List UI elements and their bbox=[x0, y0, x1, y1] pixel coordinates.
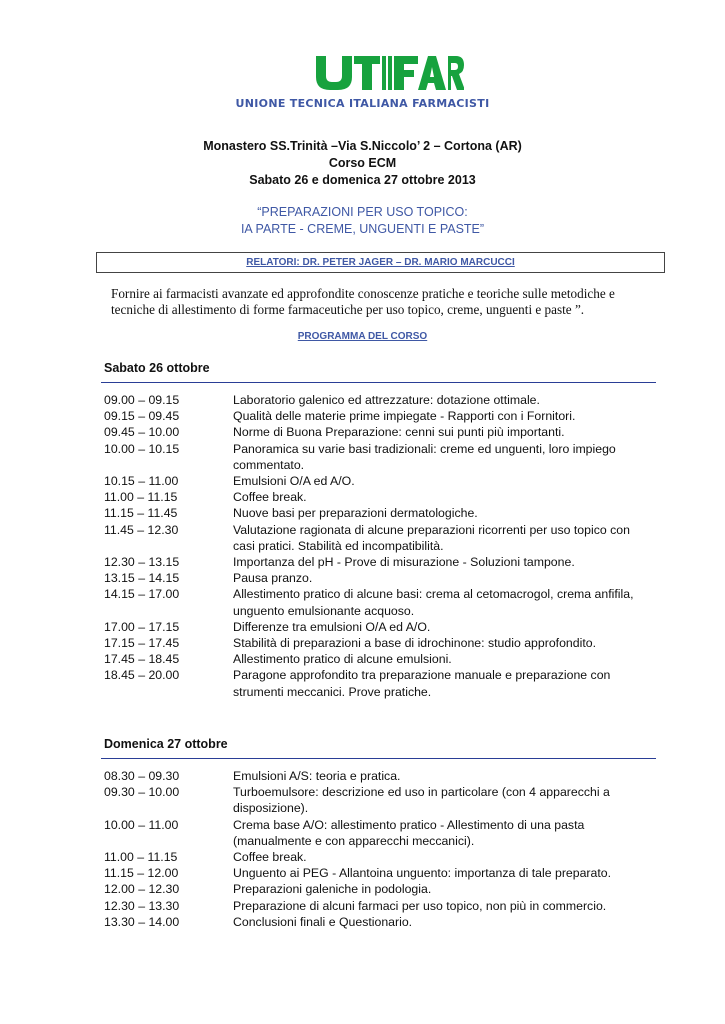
schedule-time: 11.15 – 12.00 bbox=[104, 866, 179, 881]
schedule-time: 12.30 – 13.30 bbox=[104, 898, 180, 913]
sunday-rule bbox=[101, 758, 656, 759]
saturday-rule bbox=[101, 382, 656, 383]
schedule-row bbox=[104, 881, 644, 897]
day-heading-saturday: Sabato 26 ottobre bbox=[104, 361, 210, 375]
schedule-row bbox=[104, 473, 644, 489]
schedule-row bbox=[104, 522, 644, 554]
schedule-row bbox=[104, 667, 644, 699]
schedule-description: Paragone approfondito tra preparazione manuale e preparazione con strumenti meccanici. Prove pratiche. bbox=[233, 668, 611, 699]
schedule-row bbox=[104, 554, 644, 570]
speakers-box bbox=[96, 252, 665, 273]
schedule-time: 10.00 – 11.00 bbox=[104, 817, 179, 832]
schedule-description: Conclusioni finali e Questionario. bbox=[233, 914, 413, 929]
schedule-time: 10.15 – 11.00 bbox=[104, 474, 179, 489]
schedule-time: 10.00 – 10.15 bbox=[104, 441, 180, 456]
schedule-row bbox=[104, 898, 644, 914]
schedule-description: Turboemulsore: descrizione ed uso in particolare (con 4 apparecchi a disposizione). bbox=[233, 785, 610, 816]
schedule-row bbox=[104, 768, 644, 784]
schedule-row bbox=[104, 570, 644, 586]
schedule-time: 17.15 – 17.45 bbox=[104, 636, 180, 651]
schedule-description: Emulsioni A/S: teoria e pratica. bbox=[233, 769, 401, 783]
schedule-description: Emulsioni O/A ed A/O. bbox=[233, 474, 355, 489]
schedule-description: Panoramica su varie basi tradizionali: creme ed unguenti, loro impiego commentato. bbox=[233, 441, 616, 472]
schedule-row bbox=[104, 635, 644, 651]
schedule-row bbox=[104, 408, 644, 424]
schedule-time: 18.45 – 20.00 bbox=[104, 668, 180, 683]
schedule-time: 14.15 – 17.00 bbox=[104, 587, 180, 602]
schedule-time: 09.00 – 09.15 bbox=[104, 393, 180, 407]
schedule-row bbox=[104, 817, 644, 849]
sunday-schedule bbox=[104, 768, 644, 930]
schedule-time: 11.15 – 11.45 bbox=[104, 506, 178, 521]
speakers-text: RELATORI: DR. PETER JAGER – DR. MARIO MARCUCCI bbox=[246, 257, 515, 268]
schedule-time: 11.00 – 11.15 bbox=[104, 850, 178, 865]
schedule-description: Preparazioni galeniche in podologia. bbox=[233, 882, 432, 897]
schedule-row bbox=[104, 865, 644, 881]
schedule-time: 11.00 – 11.15 bbox=[104, 490, 178, 505]
schedule-row bbox=[104, 651, 644, 667]
venue-line: Monastero SS.Trinità –Via S.Niccolo’ 2 – Cortona (AR) bbox=[203, 139, 522, 153]
organization-name: UNIONE TECNICA ITALIANA FARMACISTI bbox=[235, 97, 490, 110]
schedule-row bbox=[104, 914, 644, 930]
dates-line: Sabato 26 e domenica 27 ottobre 2013 bbox=[249, 173, 476, 187]
schedule-description: Unguento ai PEG - Allantoina unguento: importanza di tale preparato. bbox=[233, 866, 612, 881]
schedule-time: 09.30 – 10.00 bbox=[104, 785, 180, 800]
schedule-description: Differenze tra emulsioni O/A ed A/O. bbox=[233, 619, 431, 634]
schedule-row bbox=[104, 441, 644, 473]
schedule-description: Qualità delle materie prime impiegate - Rapporti con i Fornitori. bbox=[233, 409, 576, 424]
schedule-description: Nuove basi per preparazioni dermatologiche. bbox=[233, 506, 478, 521]
schedule-row bbox=[104, 392, 644, 408]
day-heading-sunday: Domenica 27 ottobre bbox=[104, 737, 228, 751]
schedule-row bbox=[104, 619, 644, 635]
course-title-line-1: “PREPARAZIONI PER USO TOPICO: bbox=[257, 205, 468, 219]
course-line: Corso ECM bbox=[328, 156, 397, 170]
schedule-time: 11.45 – 12.30 bbox=[104, 522, 179, 537]
schedule-description: Crema base A/O: allestimento pratico - Allestimento di una pasta (manualmente e con apparecchi meccanici). bbox=[233, 817, 585, 848]
schedule-row bbox=[104, 586, 644, 618]
schedule-description: Allestimento pratico di alcune basi: crema al cetomacrogol, crema anfifila, unguento emulsionante acquoso. bbox=[233, 587, 634, 618]
schedule-description: Allestimento pratico di alcune emulsioni. bbox=[233, 652, 452, 667]
schedule-description: Stabilità di preparazioni a base di idrochinone: studio approfondito. bbox=[233, 636, 596, 651]
schedule-time: 17.45 – 18.45 bbox=[104, 652, 180, 667]
schedule-time: 09.15 – 09.45 bbox=[104, 409, 180, 424]
schedule-description: Coffee break. bbox=[233, 850, 307, 865]
schedule-time: 12.00 – 12.30 bbox=[104, 882, 180, 897]
program-title: PROGRAMMA DEL CORSO bbox=[297, 331, 428, 342]
schedule-description: Laboratorio galenico ed attrezzature: dotazione ottimale. bbox=[233, 393, 540, 407]
schedule-description: Coffee break. bbox=[233, 490, 307, 505]
schedule-row bbox=[104, 424, 644, 440]
schedule-row bbox=[104, 849, 644, 865]
course-title-line-2: IA PARTE - CREME, UNGUENTI E PASTE” bbox=[240, 222, 485, 236]
schedule-description: Importanza del pH - Prove di misurazione - Soluzioni tampone. bbox=[233, 555, 575, 570]
saturday-schedule bbox=[104, 392, 644, 700]
schedule-description: Valutazione ragionata di alcune preparazioni ricorrenti per uso topico con casi pratici. Stabilità ed incompatibilità. bbox=[233, 522, 630, 553]
schedule-time: 12.30 – 13.15 bbox=[104, 555, 180, 570]
utifar-logo bbox=[314, 52, 464, 92]
schedule-description: Pausa pranzo. bbox=[233, 571, 313, 586]
schedule-description: Preparazione di alcuni farmaci per uso topico, non più in commercio. bbox=[233, 898, 607, 913]
schedule-time: 13.15 – 14.15 bbox=[104, 571, 180, 586]
schedule-time: 09.45 – 10.00 bbox=[104, 425, 180, 440]
schedule-description: Norme di Buona Preparazione: cenni sui punti più importanti. bbox=[233, 425, 565, 440]
schedule-row bbox=[104, 784, 644, 816]
schedule-time: 17.00 – 17.15 bbox=[104, 619, 180, 634]
schedule-time: 13.30 – 14.00 bbox=[104, 914, 180, 929]
schedule-time: 08.30 – 09.30 bbox=[104, 769, 180, 783]
schedule-row bbox=[104, 489, 644, 505]
schedule-row bbox=[104, 505, 644, 521]
intro-paragraph: Fornire ai farmacisti avanzate ed approfondite conoscenze pratiche e teoriche sulle metodiche e tecniche di allestimento di forme farmaceutiche per uso topico, creme, unguenti e paste ”. bbox=[111, 286, 615, 317]
